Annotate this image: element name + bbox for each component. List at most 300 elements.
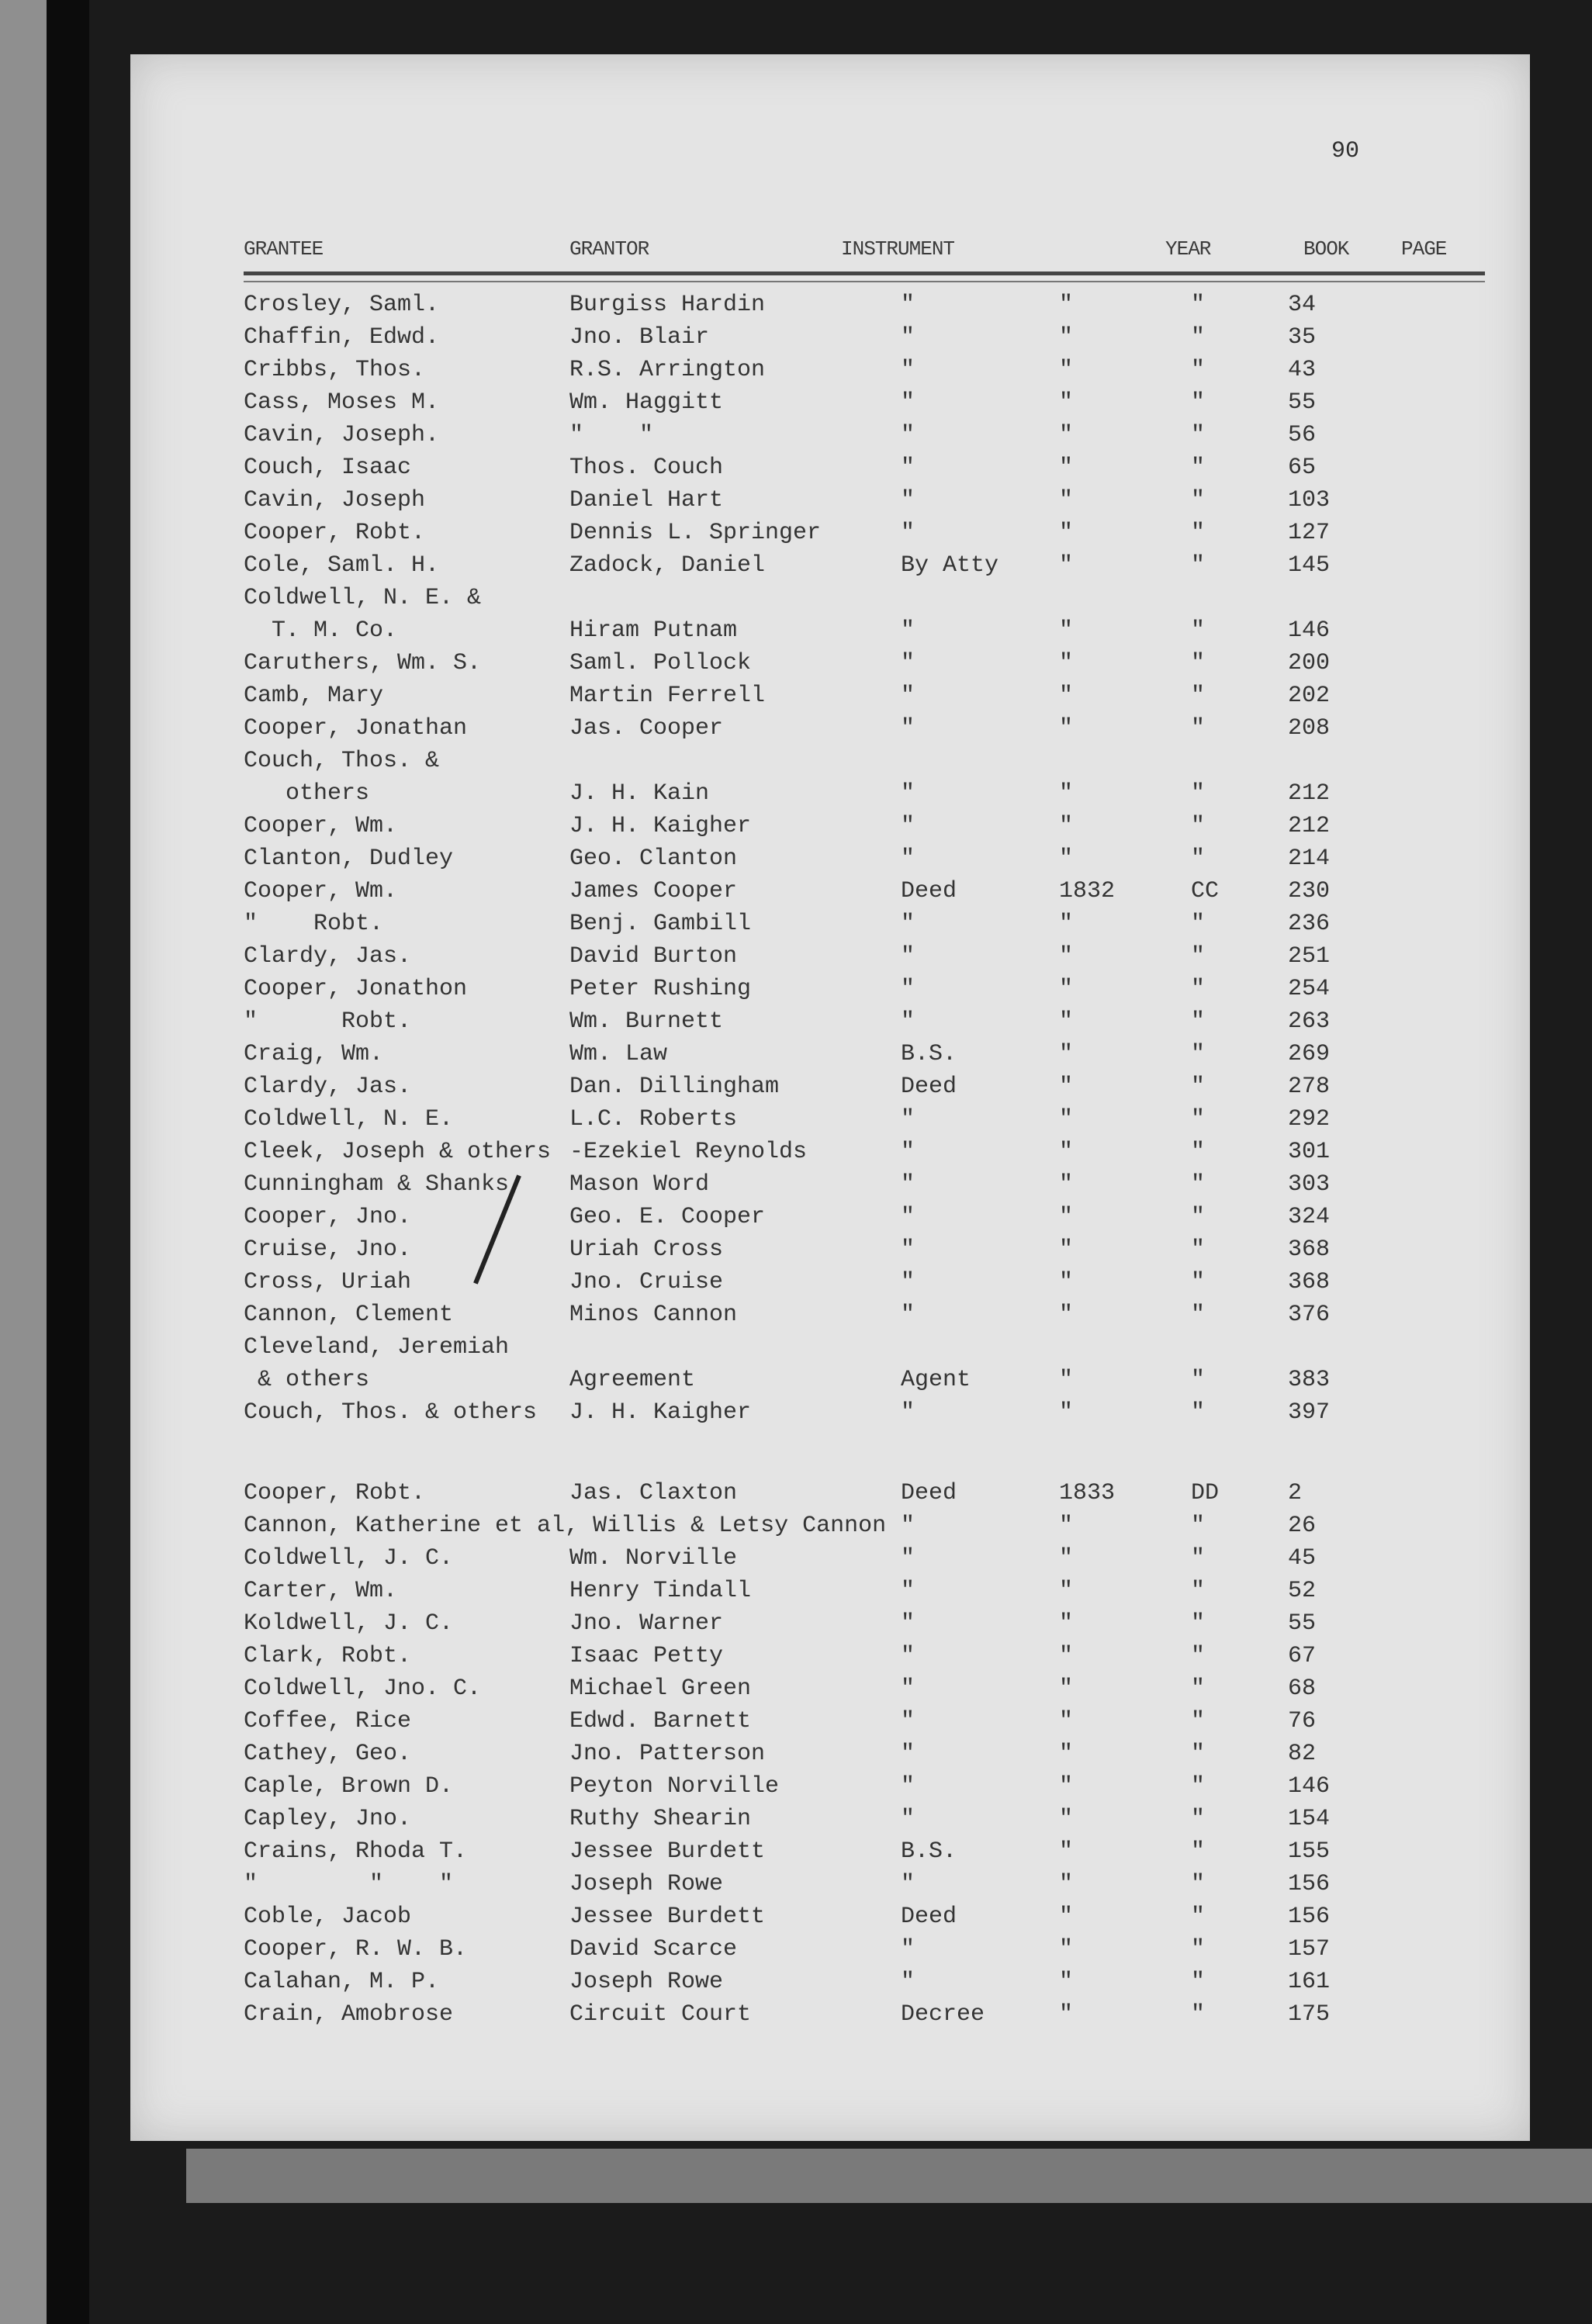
cell-year: " xyxy=(1059,1236,1074,1263)
cell-page: 155 xyxy=(1288,1838,1331,1865)
cell-instrument: Deed xyxy=(901,1904,957,1930)
ledger-entries xyxy=(130,287,1530,2029)
cell-year: " xyxy=(1059,1074,1074,1100)
cell-book: " xyxy=(1191,813,1206,839)
cell-year: " xyxy=(1059,1367,1074,1393)
cell-instrument: " xyxy=(901,976,915,1002)
cell-grantor: Jno. Cruise xyxy=(569,1269,724,1295)
table-row xyxy=(130,320,1530,352)
cell-grantor: Wm. Burnett xyxy=(569,1008,724,1035)
cell-grantee: Carter, Wm. xyxy=(244,1578,398,1604)
cell-instrument: Agent xyxy=(901,1367,971,1393)
cell-grantor: Geo. E. Cooper xyxy=(569,1204,766,1230)
cell-grantee: Cass, Moses M. xyxy=(244,389,440,416)
table-row xyxy=(130,1134,1530,1167)
cell-grantee: Cooper, Jonathon xyxy=(244,976,468,1002)
cell-grantee: Cathey, Geo. xyxy=(244,1741,412,1767)
film-edge-bottom xyxy=(186,2149,1592,2203)
cell-grantor: Michael Green xyxy=(569,1676,752,1702)
cell-instrument: " xyxy=(901,1106,915,1133)
cell-instrument: " xyxy=(901,1610,915,1637)
cell-year: " xyxy=(1059,1806,1074,1832)
cell-grantor: Joseph Rowe xyxy=(569,1969,724,1995)
header-page: PAGE xyxy=(1401,237,1447,261)
cell-grantor: Joseph Rowe xyxy=(569,1871,724,1897)
cell-page: 68 xyxy=(1288,1676,1317,1702)
cell-year: " xyxy=(1059,1904,1074,1930)
cell-book: " xyxy=(1191,1106,1206,1133)
cell-grantor: Daniel Hart xyxy=(569,487,724,514)
cell-page: 43 xyxy=(1288,357,1317,383)
cell-page: 55 xyxy=(1288,389,1317,416)
table-row xyxy=(130,613,1530,645)
cell-year: " xyxy=(1059,1936,1074,1963)
cell-instrument: " xyxy=(901,292,915,318)
cell-year: " xyxy=(1059,1399,1074,1426)
cell-page: 303 xyxy=(1288,1171,1331,1198)
cell-grantee: Calahan, M. P. xyxy=(244,1969,440,1995)
cell-grantee: Cleek, Joseph & others xyxy=(244,1139,552,1165)
cell-instrument: " xyxy=(901,455,915,481)
cell-year: " xyxy=(1059,1041,1074,1067)
table-row xyxy=(130,1736,1530,1769)
cell-book: " xyxy=(1191,455,1206,481)
cell-book: " xyxy=(1191,1806,1206,1832)
cell-grantee: Caruthers, Wm. S. xyxy=(244,650,482,676)
cell-page: 35 xyxy=(1288,324,1317,351)
cell-year: " xyxy=(1059,1171,1074,1198)
cell-instrument: " xyxy=(901,1513,915,1539)
table-row xyxy=(130,1232,1530,1264)
cell-instrument: " xyxy=(901,1871,915,1897)
cell-page: 175 xyxy=(1288,2001,1331,2028)
cell-year: " xyxy=(1059,389,1074,416)
cell-book: DD xyxy=(1191,1480,1220,1506)
cell-book: " xyxy=(1191,1969,1206,1995)
cell-year: " xyxy=(1059,1708,1074,1734)
cell-grantee: Clardy, Jas. xyxy=(244,1074,412,1100)
table-row xyxy=(130,1362,1530,1395)
cell-grantee: Cunningham & Shanks xyxy=(244,1171,510,1198)
cell-instrument: " xyxy=(901,1204,915,1230)
cell-book: " xyxy=(1191,389,1206,416)
section-gap xyxy=(130,1427,1530,1475)
cell-instrument: " xyxy=(901,1269,915,1295)
cell-page: 146 xyxy=(1288,1773,1331,1800)
cell-grantee: others xyxy=(244,780,370,807)
table-row xyxy=(130,1931,1530,1964)
cell-grantor: Peter Rushing xyxy=(569,976,752,1002)
table-row xyxy=(130,1395,1530,1427)
table-row xyxy=(130,352,1530,385)
cell-grantor: David Burton xyxy=(569,943,738,970)
cell-book: " xyxy=(1191,911,1206,937)
cell-instrument: " xyxy=(901,520,915,546)
cell-page: 251 xyxy=(1288,943,1331,970)
cell-book: " xyxy=(1191,617,1206,644)
cell-grantee: Cruise, Jno. xyxy=(244,1236,412,1263)
cell-grantor: R.S. Arrington xyxy=(569,357,766,383)
cell-book: " xyxy=(1191,650,1206,676)
table-row xyxy=(130,1964,1530,1997)
cell-year: " xyxy=(1059,1676,1074,1702)
cell-page: 254 xyxy=(1288,976,1331,1002)
cell-page: 157 xyxy=(1288,1936,1331,1963)
cell-book: " xyxy=(1191,1610,1206,1637)
table-row xyxy=(130,841,1530,873)
cell-page: 397 xyxy=(1288,1399,1331,1426)
table-row xyxy=(130,873,1530,906)
cell-grantor: Dennis L. Springer xyxy=(569,520,822,546)
table-row xyxy=(130,1004,1530,1036)
table-row xyxy=(130,678,1530,711)
cell-instrument: " xyxy=(901,389,915,416)
cell-book: " xyxy=(1191,1741,1206,1767)
table-row xyxy=(130,1475,1530,1508)
cell-grantee: T. M. Co. xyxy=(244,617,398,644)
cell-grantee: Clark, Robt. xyxy=(244,1643,412,1669)
cell-grantee: Cooper, Wm. xyxy=(244,813,398,839)
cell-instrument: Deed xyxy=(901,1074,957,1100)
cell-year: " xyxy=(1059,1545,1074,1572)
cell-year: " xyxy=(1059,1643,1074,1669)
cell-book: " xyxy=(1191,1367,1206,1393)
cell-page: 368 xyxy=(1288,1236,1331,1263)
cell-year: " xyxy=(1059,1871,1074,1897)
cell-grantee: Couch, Thos. & xyxy=(244,748,440,774)
cell-year: " xyxy=(1059,357,1074,383)
cell-book: " xyxy=(1191,1269,1206,1295)
cell-instrument: " xyxy=(901,1741,915,1767)
cell-grantor: J. H. Kaigher xyxy=(569,1399,752,1426)
cell-grantee: Camb, Mary xyxy=(244,683,384,709)
cell-year: " xyxy=(1059,1269,1074,1295)
cell-book: " xyxy=(1191,715,1206,742)
table-row xyxy=(130,1069,1530,1101)
cell-instrument: " xyxy=(901,1806,915,1832)
cell-instrument: " xyxy=(901,1399,915,1426)
cell-page: 214 xyxy=(1288,846,1331,872)
header-rule-thin xyxy=(244,281,1485,282)
cell-book: " xyxy=(1191,1171,1206,1198)
cell-grantee: Couch, Isaac xyxy=(244,455,412,481)
cell-instrument: " xyxy=(901,1545,915,1572)
cell-grantor: Wm. Norville xyxy=(569,1545,738,1572)
cell-grantor: Circuit Court xyxy=(569,2001,752,2028)
cell-grantee: Cavin, Joseph. xyxy=(244,422,440,448)
cell-book: " xyxy=(1191,1838,1206,1865)
table-row xyxy=(130,971,1530,1004)
cell-grantee: Cleveland, Jeremiah xyxy=(244,1334,510,1361)
table-row xyxy=(130,1638,1530,1671)
cell-year: " xyxy=(1059,976,1074,1002)
cell-grantee: Crain, Amobrose xyxy=(244,2001,454,2028)
cell-grantor: Jno. Warner xyxy=(569,1610,724,1637)
cell-grantor: -Ezekiel Reynolds xyxy=(569,1139,808,1165)
cell-year: " xyxy=(1059,422,1074,448)
cell-instrument: " xyxy=(901,1578,915,1604)
table-row xyxy=(130,1769,1530,1801)
cell-grantee: Couch, Thos. & others xyxy=(244,1399,538,1426)
cell-year: " xyxy=(1059,1139,1074,1165)
cell-grantor: Jno. Blair xyxy=(569,324,710,351)
cell-book: " xyxy=(1191,1708,1206,1734)
cell-book: " xyxy=(1191,292,1206,318)
cell-instrument: B.S. xyxy=(901,1838,957,1865)
cell-year: " xyxy=(1059,520,1074,546)
cell-year: " xyxy=(1059,1106,1074,1133)
table-row xyxy=(130,1101,1530,1134)
cell-grantee: Chaffin, Edwd. xyxy=(244,324,440,351)
table-row xyxy=(130,1606,1530,1638)
cell-page: 324 xyxy=(1288,1204,1331,1230)
table-row xyxy=(130,417,1530,450)
table-row xyxy=(130,939,1530,971)
table-row xyxy=(130,1703,1530,1736)
header-year: YEAR xyxy=(1165,237,1211,261)
cell-grantee: Crains, Rhoda T. xyxy=(244,1838,468,1865)
cell-page: 154 xyxy=(1288,1806,1331,1832)
cell-grantee: Cross, Uriah xyxy=(244,1269,412,1295)
cell-year: 1832 xyxy=(1059,878,1116,904)
table-row xyxy=(130,1997,1530,2029)
cell-book: " xyxy=(1191,1676,1206,1702)
cell-instrument: " xyxy=(901,617,915,644)
cell-instrument: " xyxy=(901,1236,915,1263)
table-row xyxy=(130,1573,1530,1606)
cell-instrument: " xyxy=(901,1139,915,1165)
cell-page: 200 xyxy=(1288,650,1331,676)
cell-page: 26 xyxy=(1288,1513,1317,1539)
cell-grantee: Clardy, Jas. xyxy=(244,943,412,970)
table-row xyxy=(130,1899,1530,1931)
cell-page: 269 xyxy=(1288,1041,1331,1067)
table-row xyxy=(130,1671,1530,1703)
header-instrument: INSTRUMENT xyxy=(841,237,955,261)
cell-instrument: " xyxy=(901,780,915,807)
cell-instrument: " xyxy=(901,1773,915,1800)
cell-page: 52 xyxy=(1288,1578,1317,1604)
table-row xyxy=(130,1297,1530,1330)
cell-instrument: " xyxy=(901,422,915,448)
cell-page: 156 xyxy=(1288,1871,1331,1897)
cell-grantor: Dan. Dillingham xyxy=(569,1074,780,1100)
cell-year: " xyxy=(1059,715,1074,742)
cell-page: 368 xyxy=(1288,1269,1331,1295)
cell-grantor: Jessee Burdett xyxy=(569,1904,766,1930)
cell-year: " xyxy=(1059,455,1074,481)
table-row xyxy=(130,808,1530,841)
cell-grantee: Cooper, Jno. xyxy=(244,1204,412,1230)
cell-year: " xyxy=(1059,487,1074,514)
cell-page: 2 xyxy=(1288,1480,1303,1506)
cell-grantee: Cooper, Robt. xyxy=(244,1480,426,1506)
cell-book: " xyxy=(1191,846,1206,872)
cell-page: 292 xyxy=(1288,1106,1331,1133)
table-row xyxy=(130,1801,1530,1834)
table-row xyxy=(130,906,1530,939)
cell-book: " xyxy=(1191,1936,1206,1963)
cell-page: 236 xyxy=(1288,911,1331,937)
cell-instrument: " xyxy=(901,1643,915,1669)
cell-instrument: " xyxy=(901,1171,915,1198)
cell-grantee: Capley, Jno. xyxy=(244,1806,412,1832)
cell-grantor: Henry Tindall xyxy=(569,1578,752,1604)
table-row xyxy=(130,515,1530,548)
cell-book: " xyxy=(1191,1074,1206,1100)
cell-grantee: Coldwell, N. E. & xyxy=(244,585,482,611)
cell-book: " xyxy=(1191,1204,1206,1230)
cell-grantee: Cribbs, Thos. xyxy=(244,357,426,383)
table-row xyxy=(130,287,1530,320)
cell-grantor: Jessee Burdett xyxy=(569,1838,766,1865)
cell-grantee: Cooper, Robt. xyxy=(244,520,426,546)
header-grantee: GRANTEE xyxy=(244,237,324,261)
cell-instrument: " xyxy=(901,1708,915,1734)
cell-instrument: " xyxy=(901,715,915,742)
cell-page: 56 xyxy=(1288,422,1317,448)
cell-grantor: Martin Ferrell xyxy=(569,683,766,709)
cell-instrument: B.S. xyxy=(901,1041,957,1067)
table-row xyxy=(130,711,1530,743)
cell-book: " xyxy=(1191,2001,1206,2028)
cell-page: 146 xyxy=(1288,617,1331,644)
film-edge-left xyxy=(0,0,47,2324)
cell-grantee: " " " xyxy=(244,1871,454,1897)
cell-grantee: Coldwell, J. C. xyxy=(244,1545,454,1572)
cell-grantee: Coldwell, N. E. xyxy=(244,1106,454,1133)
cell-grantor: Ruthy Shearin xyxy=(569,1806,752,1832)
cell-grantor: Hiram Putnam xyxy=(569,617,738,644)
cell-year: " xyxy=(1059,1204,1074,1230)
cell-grantee: Koldwell, J. C. xyxy=(244,1610,454,1637)
cell-instrument: Deed xyxy=(901,878,957,904)
table-row xyxy=(130,1541,1530,1573)
cell-year: " xyxy=(1059,2001,1074,2028)
cell-book: " xyxy=(1191,1904,1206,1930)
cell-book: " xyxy=(1191,1236,1206,1263)
cell-instrument: Decree xyxy=(901,2001,985,2028)
cell-grantor: Saml. Pollock xyxy=(569,650,752,676)
table-row xyxy=(130,548,1530,580)
cell-page: 67 xyxy=(1288,1643,1317,1669)
cell-instrument: " xyxy=(901,357,915,383)
cell-page: 103 xyxy=(1288,487,1331,514)
cell-page: 82 xyxy=(1288,1741,1317,1767)
table-row xyxy=(130,450,1530,482)
cell-grantor: Edwd. Barnett xyxy=(569,1708,752,1734)
cell-year: " xyxy=(1059,1741,1074,1767)
header-grantor: GRANTOR xyxy=(569,237,649,261)
table-row xyxy=(130,1036,1530,1069)
cell-book: " xyxy=(1191,324,1206,351)
cell-grantor: Benj. Gambill xyxy=(569,911,752,937)
cell-grantee: Cannon, Clement xyxy=(244,1302,454,1328)
cell-page: 212 xyxy=(1288,813,1331,839)
cell-book: " xyxy=(1191,1871,1206,1897)
cell-instrument: " xyxy=(901,813,915,839)
cell-grantor: J. H. Kaigher xyxy=(569,813,752,839)
cell-grantee: " Robt. xyxy=(244,911,384,937)
cell-page: 212 xyxy=(1288,780,1331,807)
cell-book: CC xyxy=(1191,878,1220,904)
cell-book: " xyxy=(1191,780,1206,807)
cell-grantee: Cannon, Katherine et al, Willis & Letsy Cannon xyxy=(244,1513,887,1539)
cell-book: " xyxy=(1191,1139,1206,1165)
cell-year: " xyxy=(1059,911,1074,937)
cell-page: 161 xyxy=(1288,1969,1331,1995)
cell-year: " xyxy=(1059,1578,1074,1604)
table-row xyxy=(130,580,1530,613)
cell-book: " xyxy=(1191,1578,1206,1604)
table-row xyxy=(130,1508,1530,1541)
cell-year: " xyxy=(1059,1838,1074,1865)
cell-grantee: Coble, Jacob xyxy=(244,1904,412,1930)
ledger-page xyxy=(130,54,1530,2141)
cell-grantee: Clanton, Dudley xyxy=(244,846,454,872)
cell-book: " xyxy=(1191,1545,1206,1572)
cell-year: " xyxy=(1059,1302,1074,1328)
cell-grantor: Wm. Law xyxy=(569,1041,668,1067)
table-row xyxy=(130,743,1530,776)
cell-book: " xyxy=(1191,976,1206,1002)
cell-grantor: Uriah Cross xyxy=(569,1236,724,1263)
cell-instrument: " xyxy=(901,1936,915,1963)
cell-year: " xyxy=(1059,324,1074,351)
cell-grantee: Caple, Brown D. xyxy=(244,1773,454,1800)
header-rule xyxy=(244,271,1485,275)
cell-book: " xyxy=(1191,683,1206,709)
cell-page: 208 xyxy=(1288,715,1331,742)
cell-instrument: " xyxy=(901,1302,915,1328)
cell-instrument: " xyxy=(901,1008,915,1035)
cell-grantee: & others xyxy=(244,1367,370,1393)
cell-grantor: Minos Cannon xyxy=(569,1302,738,1328)
cell-grantor: Zadock, Daniel xyxy=(569,552,766,579)
cell-page: 230 xyxy=(1288,878,1331,904)
cell-page: 301 xyxy=(1288,1139,1331,1165)
cell-grantor: Geo. Clanton xyxy=(569,846,738,872)
cell-instrument: " xyxy=(901,650,915,676)
table-row xyxy=(130,1264,1530,1297)
cell-year: " xyxy=(1059,683,1074,709)
cell-grantee: Cooper, R. W. B. xyxy=(244,1936,468,1963)
film-gap xyxy=(47,0,89,2324)
cell-page: 202 xyxy=(1288,683,1331,709)
cell-book: " xyxy=(1191,1773,1206,1800)
cell-year: 1833 xyxy=(1059,1480,1116,1506)
table-row xyxy=(130,1199,1530,1232)
cell-grantor: " " xyxy=(569,422,654,448)
cell-grantor: L.C. Roberts xyxy=(569,1106,738,1133)
cell-book: " xyxy=(1191,1399,1206,1426)
cell-book: " xyxy=(1191,1643,1206,1669)
cell-page: 127 xyxy=(1288,520,1331,546)
cell-grantee: Coldwell, Jno. C. xyxy=(244,1676,482,1702)
cell-grantor: Wm. Haggitt xyxy=(569,389,724,416)
cell-book: " xyxy=(1191,1302,1206,1328)
cell-grantor: Isaac Petty xyxy=(569,1643,724,1669)
cell-grantee: Cavin, Joseph xyxy=(244,487,426,514)
cell-grantor: Jno. Patterson xyxy=(569,1741,766,1767)
table-row xyxy=(130,776,1530,808)
cell-book: " xyxy=(1191,487,1206,514)
cell-year: " xyxy=(1059,617,1074,644)
cell-book: " xyxy=(1191,520,1206,546)
cell-page: 34 xyxy=(1288,292,1317,318)
cell-year: " xyxy=(1059,846,1074,872)
cell-year: " xyxy=(1059,650,1074,676)
